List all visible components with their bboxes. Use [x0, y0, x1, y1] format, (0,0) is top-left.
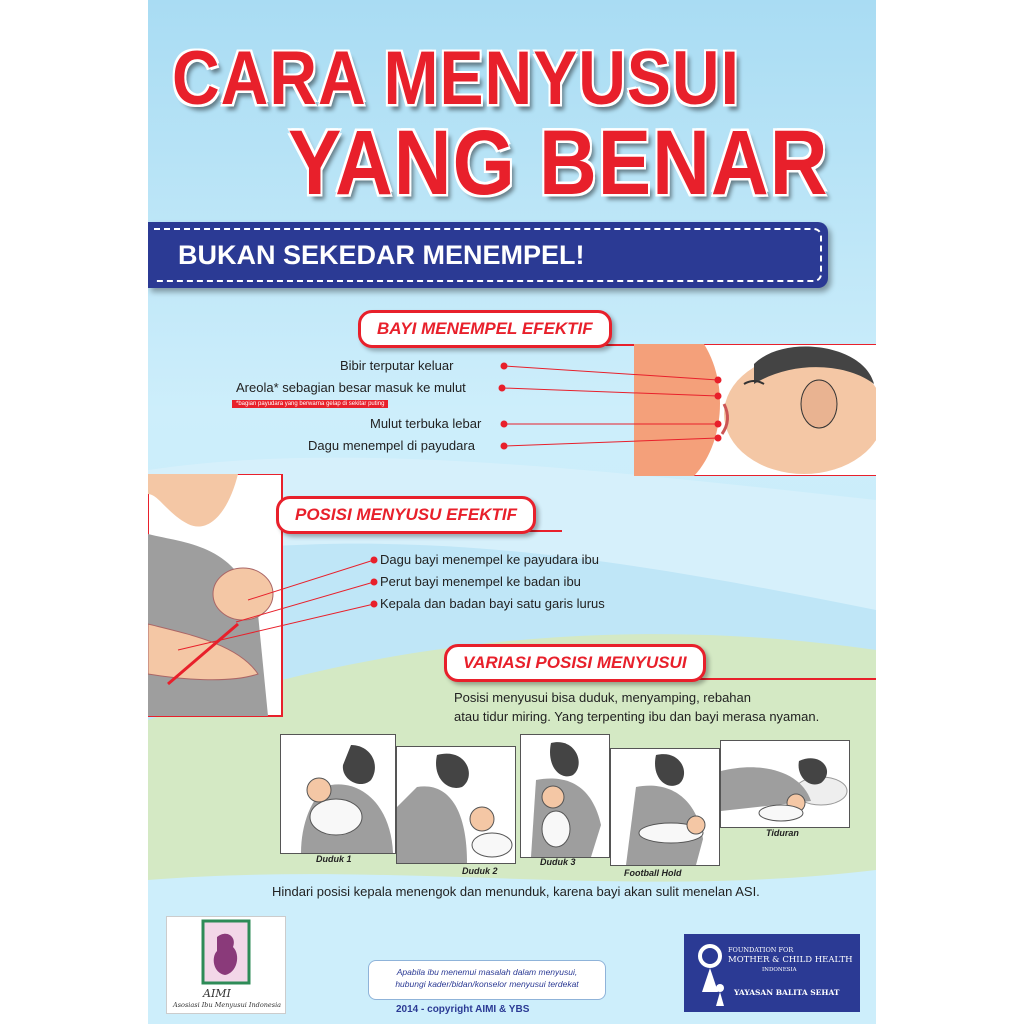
fmch-emblem — [690, 940, 730, 1010]
subtitle-banner — [148, 222, 828, 288]
caption-duduk1: Duduk 1 — [316, 854, 352, 864]
aimi-emblem — [167, 917, 285, 987]
caption-football-hold: Football Hold — [624, 868, 682, 878]
copyright: 2014 - copyright AIMI & YBS — [396, 1004, 530, 1015]
section2-item-2: Perut bayi menempel ke badan ibu — [380, 574, 581, 589]
fmch-line2: MOTHER & CHILD HEALTH — [728, 955, 853, 965]
help-line2: hubungi kader/bidan/konselor menyusui terdekat — [395, 979, 579, 989]
banner-text: BUKAN SEKEDAR MENEMPEL! — [178, 240, 585, 270]
caption-duduk3: Duduk 3 — [540, 857, 576, 867]
position-tiduran-image — [720, 740, 850, 828]
help-box — [368, 960, 606, 1000]
title-line2: YANG BENAR — [288, 111, 829, 214]
aimi-full-name: Asosiasi Ibu Menyusui Indonesia — [173, 1001, 282, 1009]
section1-item-2: Areola* sebagian besar masuk ke mulut — [236, 380, 466, 395]
warning-text: Hindari posisi kepala menengok dan menunduk, karena bayi akan sulit menelan ASI. — [272, 884, 760, 899]
fmch-logo — [684, 934, 860, 1012]
position-duduk3-image — [520, 734, 610, 858]
aimi-logo — [166, 916, 286, 1014]
title-line1: CARA MENYUSUI — [172, 35, 740, 121]
caption-duduk2: Duduk 2 — [462, 866, 498, 876]
fmch-line4: YAYASAN BALITA SEHAT — [734, 988, 840, 997]
aimi-name: AIMI — [203, 987, 231, 1000]
position-duduk2-image — [396, 746, 516, 864]
poster — [148, 0, 876, 1024]
position-football-hold-image — [610, 748, 720, 866]
section2-item-3: Kepala dan badan bayi satu garis lurus — [380, 596, 605, 611]
areola-footnote: *bagian payudara yang berwarna gelap di sekitar puting — [232, 400, 388, 408]
mother-holding-baby-illustration — [148, 474, 284, 718]
section2-item-1: Dagu bayi menempel ke payudara ibu — [380, 552, 599, 567]
position-duduk1-image — [280, 734, 396, 854]
section3-text-line1: Posisi menyusui bisa duduk, menyamping, rebahan — [454, 690, 752, 705]
section1-item-1: Bibir terputar keluar — [340, 358, 454, 373]
section3-title: VARIASI POSISI MENYUSUI — [444, 644, 706, 682]
section1-title: BAYI MENEMPEL EFEKTIF — [358, 310, 612, 348]
section3-text-line2: atau tidur miring. Yang terpenting ibu dan bayi merasa nyaman. — [454, 709, 820, 724]
section1-item-4: Dagu menempel di payudara — [308, 438, 475, 453]
caption-tiduran: Tiduran — [766, 828, 799, 838]
section1-item-3: Mulut terbuka lebar — [370, 416, 482, 431]
section2-title: POSISI MENYUSU EFEKTIF — [276, 496, 536, 534]
baby-latch-illustration — [634, 344, 876, 476]
help-line1: Apabila ibu menemui masalah dalam menyusui, — [396, 967, 578, 977]
fmch-line3: INDONESIA — [762, 967, 797, 973]
fmch-line1: FOUNDATION FOR — [728, 946, 794, 954]
